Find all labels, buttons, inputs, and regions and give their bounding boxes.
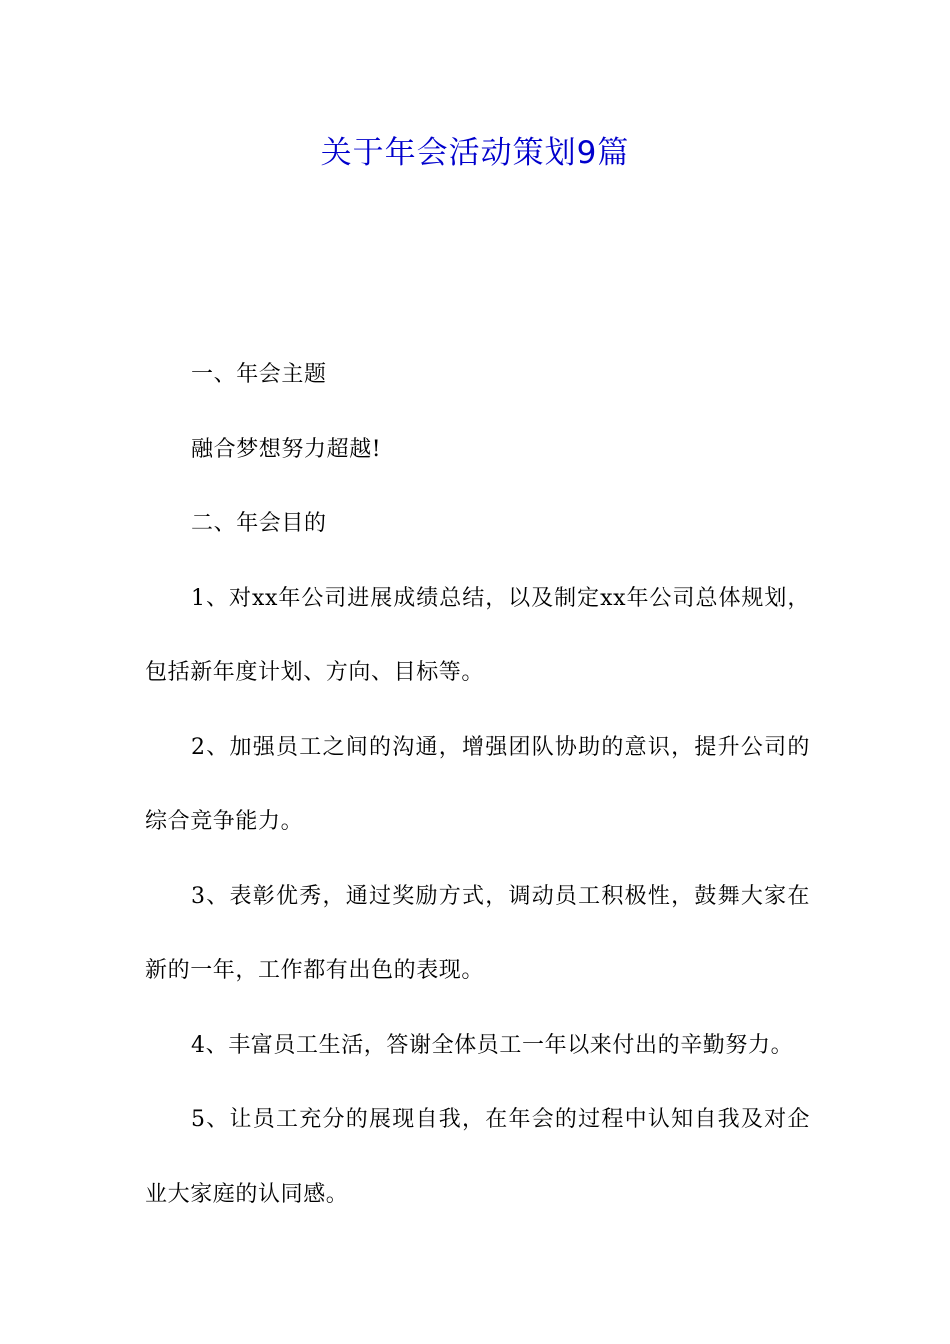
section-heading-purpose: 二、年会目的 <box>191 511 327 536</box>
purpose-item-2: 2、加强员工之间的沟通，增强团队协助的意识，提升公司的综合竞争能力。 <box>145 734 810 834</box>
document-title: 关于年会活动策划9篇 <box>320 135 630 171</box>
purpose-item-3: 3、表彰优秀，通过奖励方式，调动员工积极性，鼓舞大家在新的一年，工作都有出色的表现。 <box>145 883 810 983</box>
document-body <box>145 338 810 1232</box>
purpose-item-1: 1、对xx年公司进展成绩总结，以及制定xx年公司总体规划，包括新年度计划、方向、目标等。 <box>145 585 810 685</box>
purpose-item-5: 5、让员工充分的展现自我，在年会的过程中认知自我及对企业大家庭的认同感。 <box>145 1107 810 1207</box>
theme-slogan: 融合梦想努力超越! <box>191 436 382 462</box>
section-heading-theme: 一、年会主题 <box>191 362 327 387</box>
purpose-item-4: 4、丰富员工生活，答谢全体员工一年以来付出的辛勤努力。 <box>191 1032 794 1058</box>
